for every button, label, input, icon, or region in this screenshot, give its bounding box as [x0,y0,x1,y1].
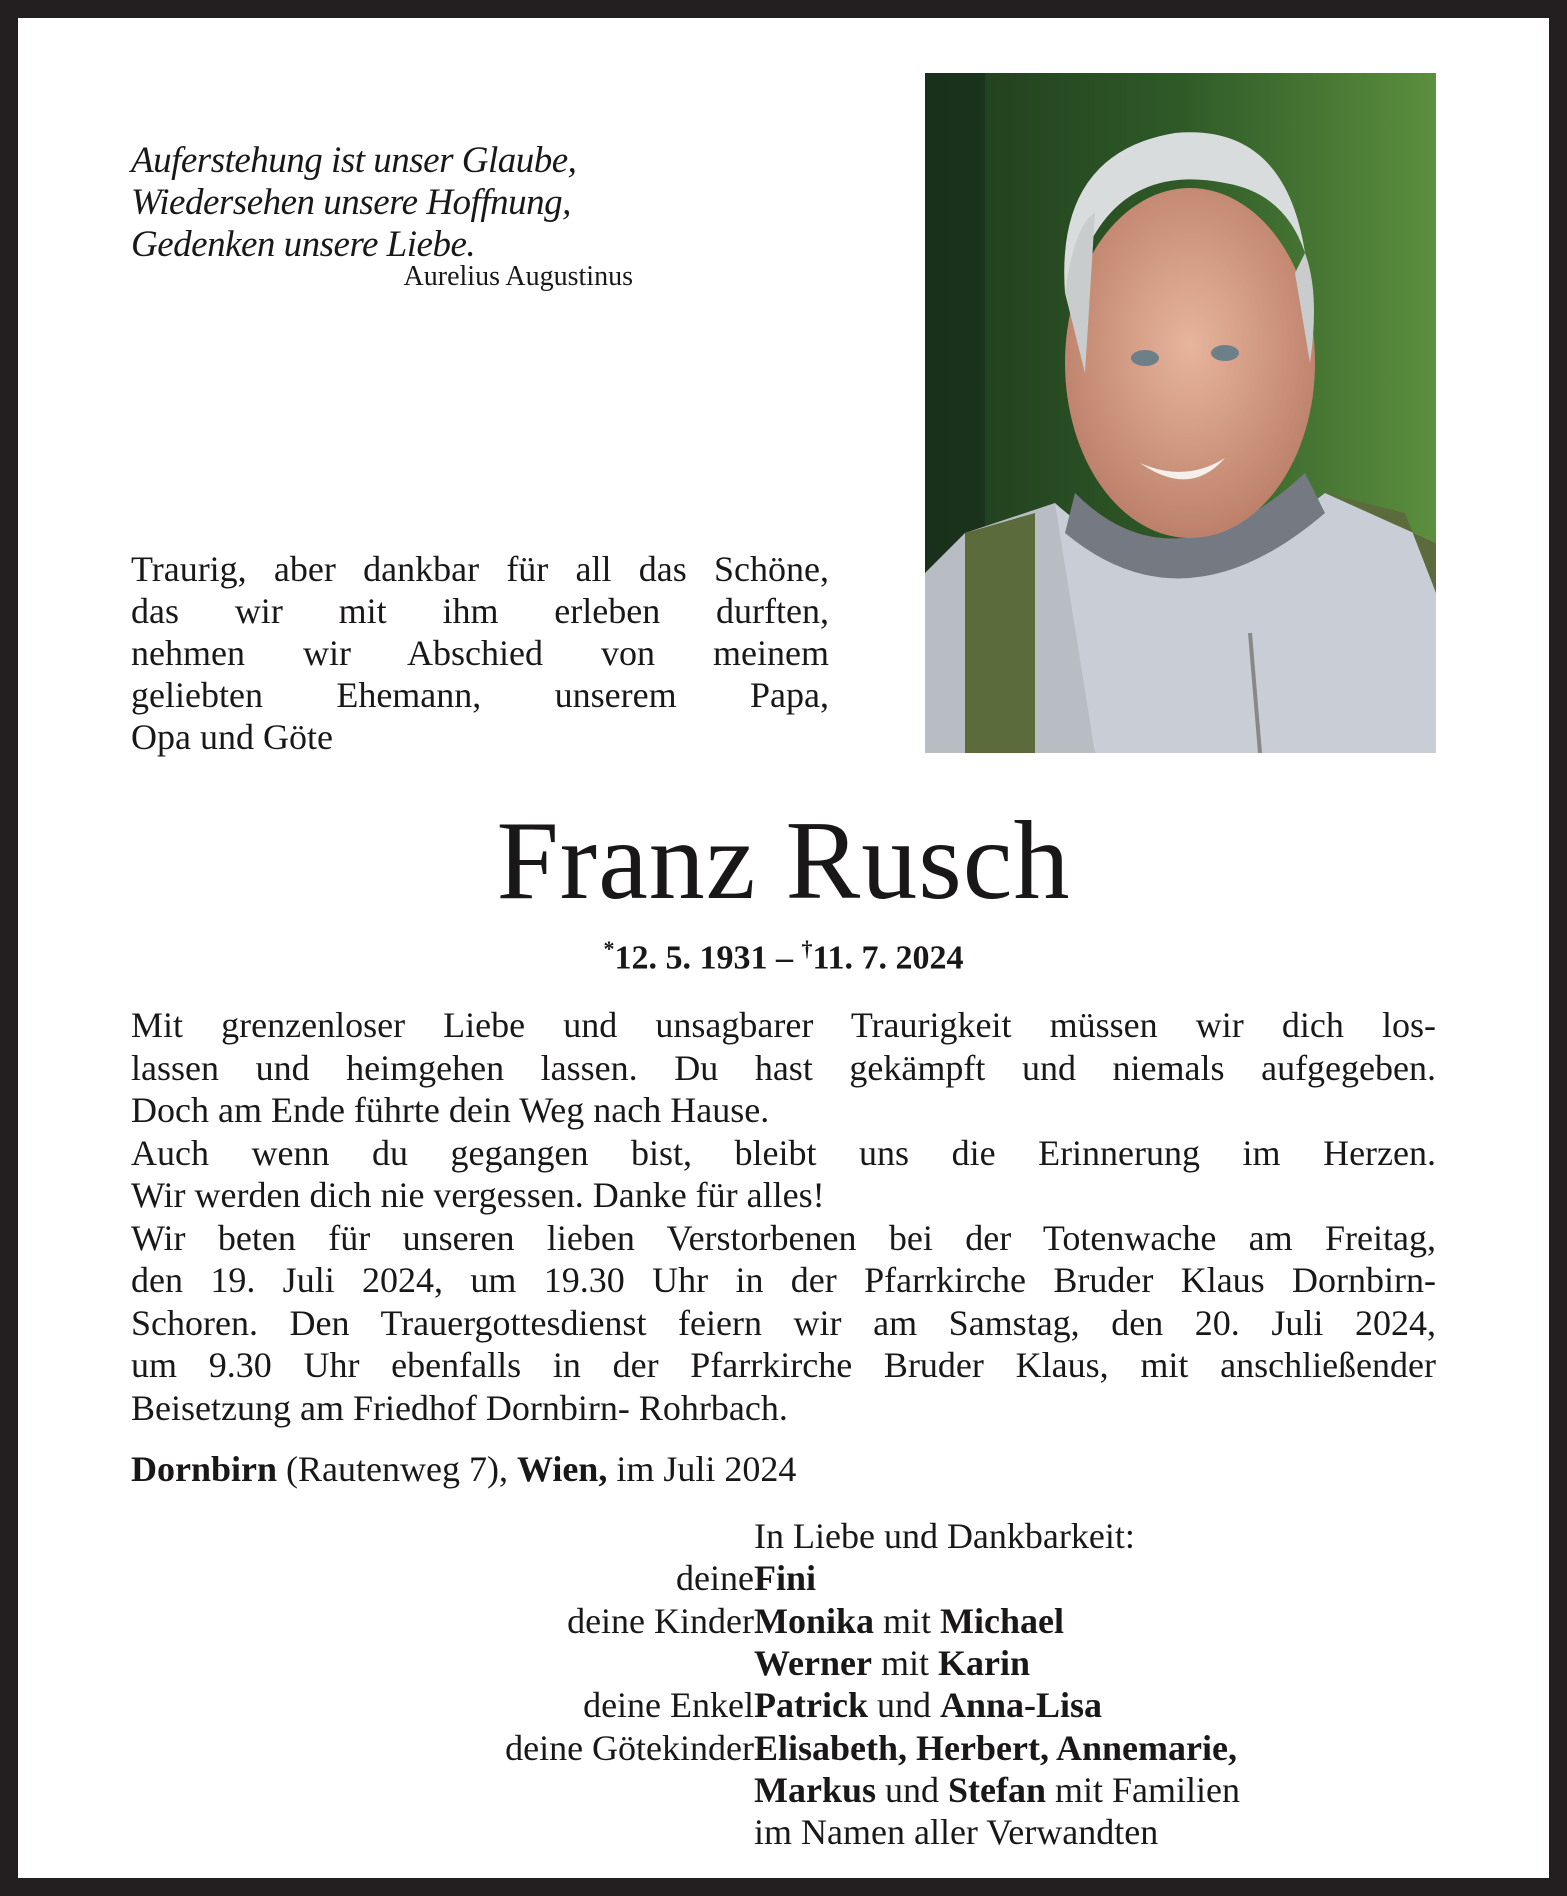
family-names [754,1642,1030,1684]
body-line: lassen und heimgehen lassen. Du hast gekämpft und niemals aufgegeben. [131,1047,1436,1088]
family-names [754,1600,1064,1642]
family-member-name: Werner [754,1642,872,1683]
family-row [18,1642,1549,1684]
death-symbol: † [801,936,813,961]
family-member-name: Anna-Lisa [939,1685,1103,1726]
body-line: Wir beten für unseren lieben Verstorbenen bei der Totenwache am Freitag, [131,1217,1436,1258]
place-date: im Juli 2024 [607,1449,797,1489]
body-text [131,1004,1436,1429]
quote-line: Wiedersehen unsere Hoffnung, [131,182,571,223]
family-connector: und [876,1769,949,1810]
family-names [754,1684,1102,1726]
body-line: Mit grenzenloser Liebe und unsagbarer Traurigkeit müssen wir dich los- [131,1005,1436,1045]
family-row [18,1727,1549,1769]
body-line: den 19. Juli 2024, um 19.30 Uhr in der Pfarrkirche Bruder Klaus Dornbirn- [131,1260,1436,1300]
birth-date: 12. 5. 1931 [614,939,768,977]
body-line: Doch am Ende führte dein Weg nach Hause. [131,1090,770,1130]
family-row [18,1811,1549,1853]
intro-line: nehmen wir Abschied von meinem [131,633,829,673]
family-heading: In Liebe und Dankbarkeit: [754,1516,1135,1556]
quote-author: Aurelius Augustinus [403,261,633,292]
place-city: Wien, [516,1449,608,1489]
intro-line: geliebten Ehemann, unserem Papa, [131,675,829,715]
place-address: (Rautenweg 7), [277,1449,517,1489]
intro-paragraph [131,548,829,758]
quote [131,140,576,266]
family-names [754,1811,1158,1853]
place-city: Dornbirn [131,1449,278,1489]
family-connector: im Namen aller Verwandten [754,1812,1159,1853]
family-names [754,1727,1237,1769]
life-dates [18,936,1549,977]
family-row [18,1557,1549,1599]
family-relation-label: deine Götekinder [505,1727,754,1768]
date-separator: – [767,939,802,977]
place-date-line [131,1448,796,1490]
family-relation-label: deine [676,1558,754,1599]
family-connector: mit Familien [1046,1769,1241,1810]
family-member-name: Stefan [948,1769,1047,1810]
quote-line: Gedenken unsere Liebe. [131,224,476,265]
family-member-name: Karin [937,1642,1030,1683]
intro-line: das wir mit ihm erleben durften, [131,591,829,631]
family-relation-label: deine Kinder [567,1600,754,1641]
intro-line: Traurig, aber dankbar für all das Schöne, [131,549,829,589]
portrait-photo [925,73,1436,753]
body-line: Wir werden dich nie vergessen. Danke für alles! [131,1175,825,1215]
body-line: Auch wenn du gegangen bist, bleibt uns die Erinnerung im Herzen. [131,1132,1436,1173]
birth-symbol: * [603,936,615,961]
family-relation-label: deine Enkel [583,1685,754,1726]
family-row [18,1769,1549,1811]
body-line: Beisetzung am Friedhof Dornbirn- Rohrbach. [131,1387,788,1428]
quote-line: Auferstehung ist unser Glaube, [131,140,577,181]
family-member-name: Markus [754,1769,877,1810]
family-connector: mit [874,1600,941,1641]
family-row [18,1600,1549,1642]
family-connector: und [867,1685,940,1726]
body-line: um 9.30 Uhr ebenfalls in der Pfarrkirche Bruder Klaus, mit anschließender [131,1345,1436,1385]
family-connector: mit [871,1642,938,1683]
intro-line: Opa und Göte [131,717,333,757]
family-member-name: Patrick [754,1685,868,1726]
family-member-name: Elisabeth, Herbert, Annemarie, [754,1727,1237,1768]
body-line: Schoren. Den Trauergottesdienst feiern wir am Samstag, den 20. Juli 2024, [131,1302,1436,1343]
family-member-name: Monika [754,1600,875,1641]
deceased-name: Franz Rusch [496,799,1071,923]
family-names [754,1557,816,1599]
obituary-page [18,18,1549,1878]
family-member-name: Michael [940,1600,1065,1641]
family-names [754,1769,1240,1811]
family-member-name: Fini [754,1558,817,1599]
death-date: 11. 7. 2024 [812,939,964,977]
family-row [18,1684,1549,1726]
